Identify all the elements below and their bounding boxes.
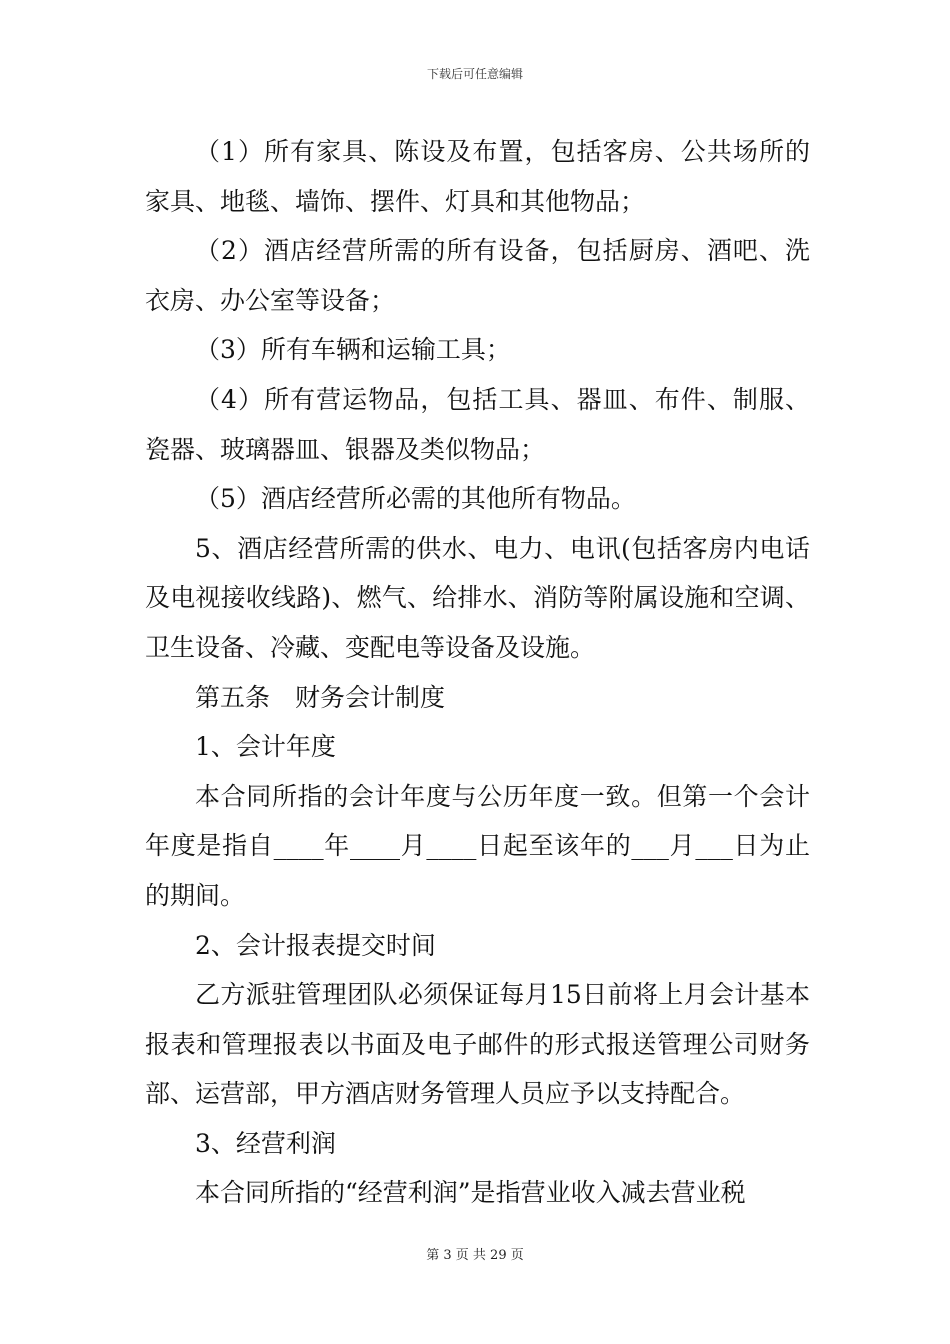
paragraph-item-3: （3）所有车辆和运输工具；: [195, 335, 511, 365]
page-header: 下载后可任意编辑: [426, 67, 523, 81]
article-heading: 第五条 财务会计制度: [195, 682, 446, 712]
paragraph-item-1: （1）所有家具、陈设及布置，包括客房、公共场所的家具、地毯、墙饰、摆件、灯具和其他物品；: [145, 137, 810, 216]
document-body: [145, 127, 810, 1218]
section-heading-fiscal-year: 1、会计年度: [195, 732, 336, 762]
paragraph-fiscal-year: 本合同所指的会计年度与公历年度一致。但第一个会计年度是指自____年____月____日起至该年的___月___日为止的期间。: [145, 781, 810, 910]
page-footer: 第 3 页 共 29 页: [426, 1248, 524, 1263]
paragraph-utilities: 5、酒店经营所需的供水、电力、电讯(包括客房内电话及电视接收线路)、燃气、给排水、消防等附属设施和空调、卫生设备、冷藏、变配电等设备及设施。: [145, 533, 810, 662]
paragraph-item-5: （5）酒店经营所必需的其他所有物品。: [195, 484, 636, 514]
paragraph-profit: 本合同所指的“经营利润”是指营业收入减去营业税: [195, 1178, 746, 1208]
paragraph-item-2: （2）酒店经营所需的所有设备，包括厨房、酒吧、洗衣房、办公室等设备；: [145, 236, 810, 315]
paragraph-report-time: 乙方派驻管理团队必须保证每月15日前将上月会计基本报表和管理报表以书面及电子邮件的形式报送管理公司财务部、运营部，甲方酒店财务管理人员应予以支持配合。: [145, 980, 810, 1109]
section-heading-report-time: 2、会计报表提交时间: [195, 930, 436, 960]
section-heading-profit: 3、经营利润: [195, 1128, 336, 1158]
paragraph-item-4: （4）所有营运物品，包括工具、器皿、布件、制服、瓷器、玻璃器皿、银器及类似物品；: [145, 384, 810, 464]
